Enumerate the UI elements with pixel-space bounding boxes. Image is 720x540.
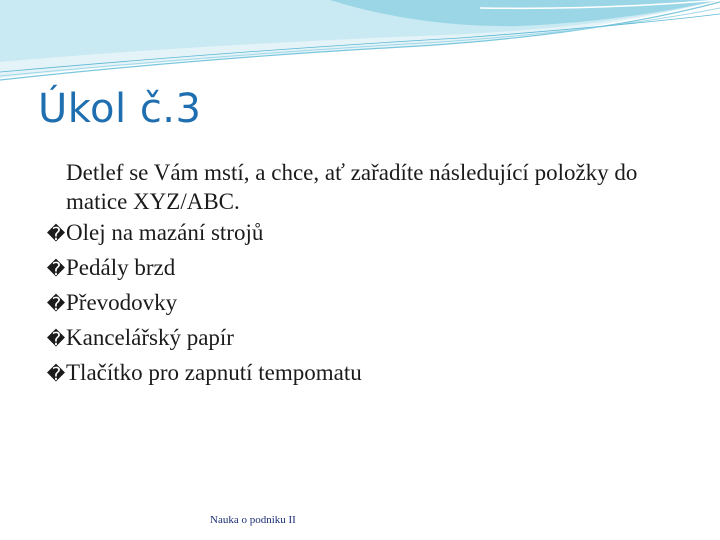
bullet-icon: � (46, 364, 66, 385)
list-item-label: Olej na mazání strojů (66, 220, 264, 245)
list-item-label: Tlačítko pro zapnutí tempomatu (66, 360, 362, 385)
list-item (46, 251, 686, 286)
slide-body (46, 158, 686, 391)
list-item (46, 216, 686, 251)
list-item-label: Převodovky (66, 290, 178, 315)
footer-text: Nauka o podniku II (210, 514, 296, 526)
bullet-icon: � (46, 259, 66, 280)
list-item-label: Pedály brzd (66, 255, 176, 280)
list-item (46, 321, 686, 356)
bullet-icon: � (46, 224, 66, 245)
list-item (46, 356, 686, 391)
intro-text: Detlef se Vám mstí, a chce, ať zařadíte následující položky do matice XYZ/ABC. (66, 160, 638, 214)
list-item-label: Kancelářský papír (66, 325, 234, 350)
bullet-icon: � (46, 294, 66, 315)
item-list (46, 216, 686, 391)
slide-title: Úkol č.3 (38, 86, 202, 132)
header-wave-decoration (0, 0, 720, 100)
list-item (46, 286, 686, 321)
bullet-icon: � (46, 329, 66, 350)
